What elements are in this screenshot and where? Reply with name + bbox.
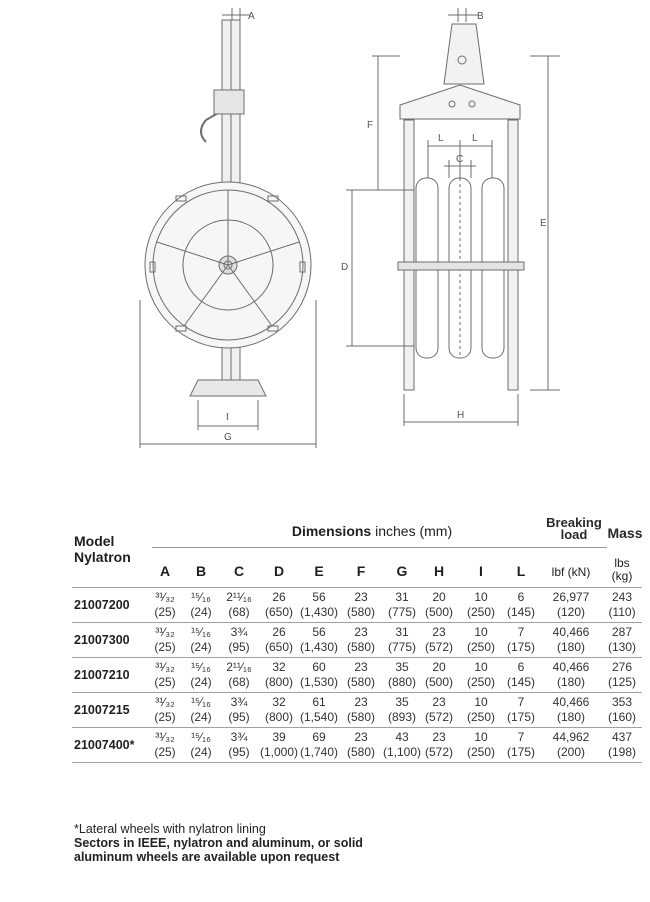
- dim-label-h: H: [457, 410, 465, 421]
- table-row: [72, 727, 642, 763]
- cell-value: ³¹⁄₃₂: [155, 625, 175, 639]
- cell-metric-value: (650): [264, 640, 293, 654]
- cell-value: 3¾: [230, 730, 248, 744]
- table-cell: [538, 660, 604, 690]
- cell-metric-value: (893): [387, 710, 416, 724]
- column-headers: [72, 557, 642, 587]
- column-header-h: H: [433, 563, 445, 579]
- cell-metric-value: (25): [154, 710, 176, 724]
- cell-metric-value: (580): [346, 675, 375, 689]
- table-cell: [538, 695, 604, 725]
- table-cell: [538, 730, 604, 760]
- cell-value: 20: [432, 590, 446, 604]
- cell-value: ¹⁵⁄₁₆: [191, 660, 211, 674]
- model-number: 21007215: [74, 703, 130, 717]
- cell-metric-value: (145): [506, 605, 535, 619]
- cell-metric-value: (800): [264, 675, 293, 689]
- cell-metric-value: (250): [466, 745, 495, 759]
- column-header-e: E: [314, 563, 324, 579]
- cell-value: 7: [517, 695, 525, 709]
- cell-metric-value: (1,430): [299, 640, 339, 654]
- cell-metric-value: (250): [466, 605, 495, 619]
- cell-value: ¹⁵⁄₁₆: [191, 590, 211, 604]
- cell-value: 69: [312, 730, 326, 744]
- cell-metric-value: (650): [264, 605, 293, 619]
- cell-metric-value: (580): [346, 745, 375, 759]
- table-cell: [596, 695, 648, 725]
- availability-note: Sectors in IEEE, nylatron and aluminum, or solid aluminum wheels are available upon request: [74, 836, 363, 864]
- column-header-l: L: [516, 563, 526, 579]
- cell-metric-value: (250): [466, 710, 495, 724]
- cell-value: ³¹⁄₃₂: [155, 695, 175, 709]
- table-cell: [596, 590, 648, 620]
- cell-value: 10: [474, 660, 488, 674]
- cell-value: 61: [312, 695, 326, 709]
- cell-value: 3¾: [230, 695, 248, 709]
- cell-value: 437: [611, 730, 633, 744]
- cell-metric-value: (68): [228, 605, 250, 619]
- cell-value: 287: [611, 625, 633, 639]
- cell-value: 23: [432, 625, 446, 639]
- footnote: *Lateral wheels with nylatron lining: [74, 822, 266, 836]
- cell-metric-value: (775): [387, 640, 416, 654]
- cell-value: 32: [272, 660, 286, 674]
- front-view: [346, 8, 560, 426]
- cell-value: 2¹¹⁄₁₆: [226, 660, 252, 674]
- cell-value: 10: [474, 590, 488, 604]
- table-row: [72, 692, 642, 727]
- cell-value: 2¹¹⁄₁₆: [226, 590, 252, 604]
- table-header: [72, 515, 642, 587]
- cell-metric-value: (95): [228, 710, 250, 724]
- cell-metric-value: (1,530): [299, 675, 339, 689]
- cell-value: 23: [354, 625, 368, 639]
- cell-value: 31: [395, 625, 409, 639]
- cell-value: 23: [432, 695, 446, 709]
- column-header-f: F: [356, 563, 366, 579]
- cell-metric-value: (25): [154, 640, 176, 654]
- cell-metric-value: (500): [424, 605, 453, 619]
- cell-metric-value: (25): [154, 605, 176, 619]
- cell-metric-value: (580): [346, 605, 375, 619]
- cell-value: 26: [272, 590, 286, 604]
- model-number: 21007300: [74, 633, 130, 647]
- cell-metric-value: (198): [607, 745, 636, 759]
- cell-value: 6: [517, 590, 525, 604]
- table-cell: [596, 660, 648, 690]
- cell-value: 7: [517, 625, 525, 639]
- table-cell: [538, 590, 604, 620]
- cell-value: ¹⁵⁄₁₆: [191, 695, 211, 709]
- cell-metric-value: (95): [228, 640, 250, 654]
- cell-value: 243: [611, 590, 633, 604]
- cell-metric-value: (145): [506, 675, 535, 689]
- cell-value: 60: [312, 660, 326, 674]
- column-header-d: D: [273, 563, 285, 579]
- cell-value: ¹⁵⁄₁₆: [191, 625, 211, 639]
- cell-metric-value: (572): [424, 745, 453, 759]
- cell-metric-value: (175): [506, 745, 535, 759]
- mass-header: Mass: [607, 525, 643, 541]
- cell-value: 276: [611, 660, 633, 674]
- cell-metric-value: (580): [346, 640, 375, 654]
- cell-metric-value: (1,540): [299, 710, 339, 724]
- cell-value: 56: [312, 590, 326, 604]
- cell-value: 44,962: [552, 730, 590, 744]
- dim-label-g: G: [224, 432, 232, 443]
- cell-metric-value: (125): [607, 675, 636, 689]
- cell-metric-value: (180): [556, 710, 585, 724]
- table-body: [72, 587, 642, 763]
- column-header-c: C: [233, 563, 245, 579]
- cell-value: 35: [395, 660, 409, 674]
- cell-value: 6: [517, 660, 525, 674]
- cell-value: 10: [474, 625, 488, 639]
- model-number: 21007400*: [74, 738, 135, 752]
- cell-metric-value: (580): [346, 710, 375, 724]
- dim-label-i: I: [226, 412, 229, 423]
- side-view: [140, 8, 316, 448]
- cell-metric-value: (500): [424, 675, 453, 689]
- cell-metric-value: (250): [466, 640, 495, 654]
- cell-value: 26,977: [552, 590, 590, 604]
- cell-value: 40,466: [552, 625, 590, 639]
- cell-metric-value: (24): [190, 605, 212, 619]
- dimensions-rule: [152, 547, 607, 548]
- cell-metric-value: (1,100): [382, 745, 422, 759]
- cell-value: 56: [312, 625, 326, 639]
- cell-value: ³¹⁄₃₂: [155, 660, 175, 674]
- column-header-i: I: [479, 563, 483, 579]
- cell-metric-value: (175): [506, 710, 535, 724]
- model-header: Model Nylatron: [74, 533, 131, 565]
- cell-value: 3¾: [230, 625, 248, 639]
- table-cell: [596, 625, 648, 655]
- cell-metric-value: (24): [190, 745, 212, 759]
- dimensions-header: Dimensions inches (mm): [291, 523, 453, 539]
- cell-value: 40,466: [552, 660, 590, 674]
- cell-metric-value: (800): [264, 710, 293, 724]
- cell-metric-value: (68): [228, 675, 250, 689]
- cell-value: 31: [395, 590, 409, 604]
- dim-label-l-right: L: [472, 133, 478, 144]
- cell-value: 23: [432, 730, 446, 744]
- table-row: [72, 657, 642, 692]
- cell-value: 23: [354, 660, 368, 674]
- dim-label-e: E: [540, 218, 547, 229]
- cell-metric-value: (110): [608, 605, 636, 619]
- cell-metric-value: (160): [607, 710, 636, 724]
- cell-metric-value: (95): [228, 745, 250, 759]
- column-header-b: B: [195, 563, 207, 579]
- cell-metric-value: (250): [466, 675, 495, 689]
- model-number: 21007200: [74, 598, 130, 612]
- table-cell: [596, 730, 648, 760]
- cell-value: 10: [474, 695, 488, 709]
- cell-metric-value: (180): [556, 675, 585, 689]
- table-cell: [538, 625, 604, 655]
- column-header-mass-unit: lbs (kg): [611, 556, 633, 583]
- cell-metric-value: (24): [190, 675, 212, 689]
- cell-metric-value: (120): [556, 605, 585, 619]
- cell-value: 35: [395, 695, 409, 709]
- column-header-a: A: [159, 563, 171, 579]
- cell-metric-value: (1,430): [299, 605, 339, 619]
- cell-value: ³¹⁄₃₂: [155, 590, 175, 604]
- cell-metric-value: (180): [556, 640, 585, 654]
- cell-value: 7: [517, 730, 525, 744]
- dim-label-f: F: [367, 120, 374, 131]
- dim-label-b: B: [477, 11, 484, 22]
- cell-metric-value: (775): [387, 605, 416, 619]
- dim-label-c: C: [456, 154, 464, 165]
- cell-metric-value: (1,000): [259, 745, 299, 759]
- cell-metric-value: (25): [154, 745, 176, 759]
- dim-label-l-left: L: [438, 133, 444, 144]
- cell-value: 20: [432, 660, 446, 674]
- table-row: [72, 622, 642, 657]
- cell-metric-value: (25): [154, 675, 176, 689]
- dim-label-a: A: [248, 11, 255, 22]
- breaking-load-header: Breaking load: [546, 515, 602, 542]
- dim-label-d: D: [341, 262, 349, 273]
- cell-value: 40,466: [552, 695, 590, 709]
- cell-value: 43: [395, 730, 409, 744]
- cell-metric-value: (24): [190, 710, 212, 724]
- cell-metric-value: (24): [190, 640, 212, 654]
- cell-value: ³¹⁄₃₂: [155, 730, 175, 744]
- cell-metric-value: (572): [424, 710, 453, 724]
- column-header-g: G: [396, 563, 408, 579]
- cell-value: 23: [354, 695, 368, 709]
- cell-value: 23: [354, 730, 368, 744]
- cell-metric-value: (880): [387, 675, 416, 689]
- cell-metric-value: (1,740): [299, 745, 339, 759]
- cell-metric-value: (572): [424, 640, 453, 654]
- notes: [74, 822, 594, 864]
- cell-value: 23: [354, 590, 368, 604]
- model-number: 21007210: [74, 668, 130, 682]
- cell-metric-value: (175): [506, 640, 535, 654]
- cell-value: 353: [611, 695, 633, 709]
- column-header-breaking-unit: lbf (kN): [551, 565, 591, 579]
- cell-metric-value: (130): [607, 640, 636, 654]
- cell-metric-value: (200): [556, 745, 585, 759]
- spec-table: [72, 515, 642, 763]
- cell-value: ¹⁵⁄₁₆: [191, 730, 211, 744]
- cell-value: 32: [272, 695, 286, 709]
- cell-value: 10: [474, 730, 488, 744]
- cell-value: 39: [272, 730, 286, 744]
- cell-value: 26: [272, 625, 286, 639]
- table-row: [72, 587, 642, 622]
